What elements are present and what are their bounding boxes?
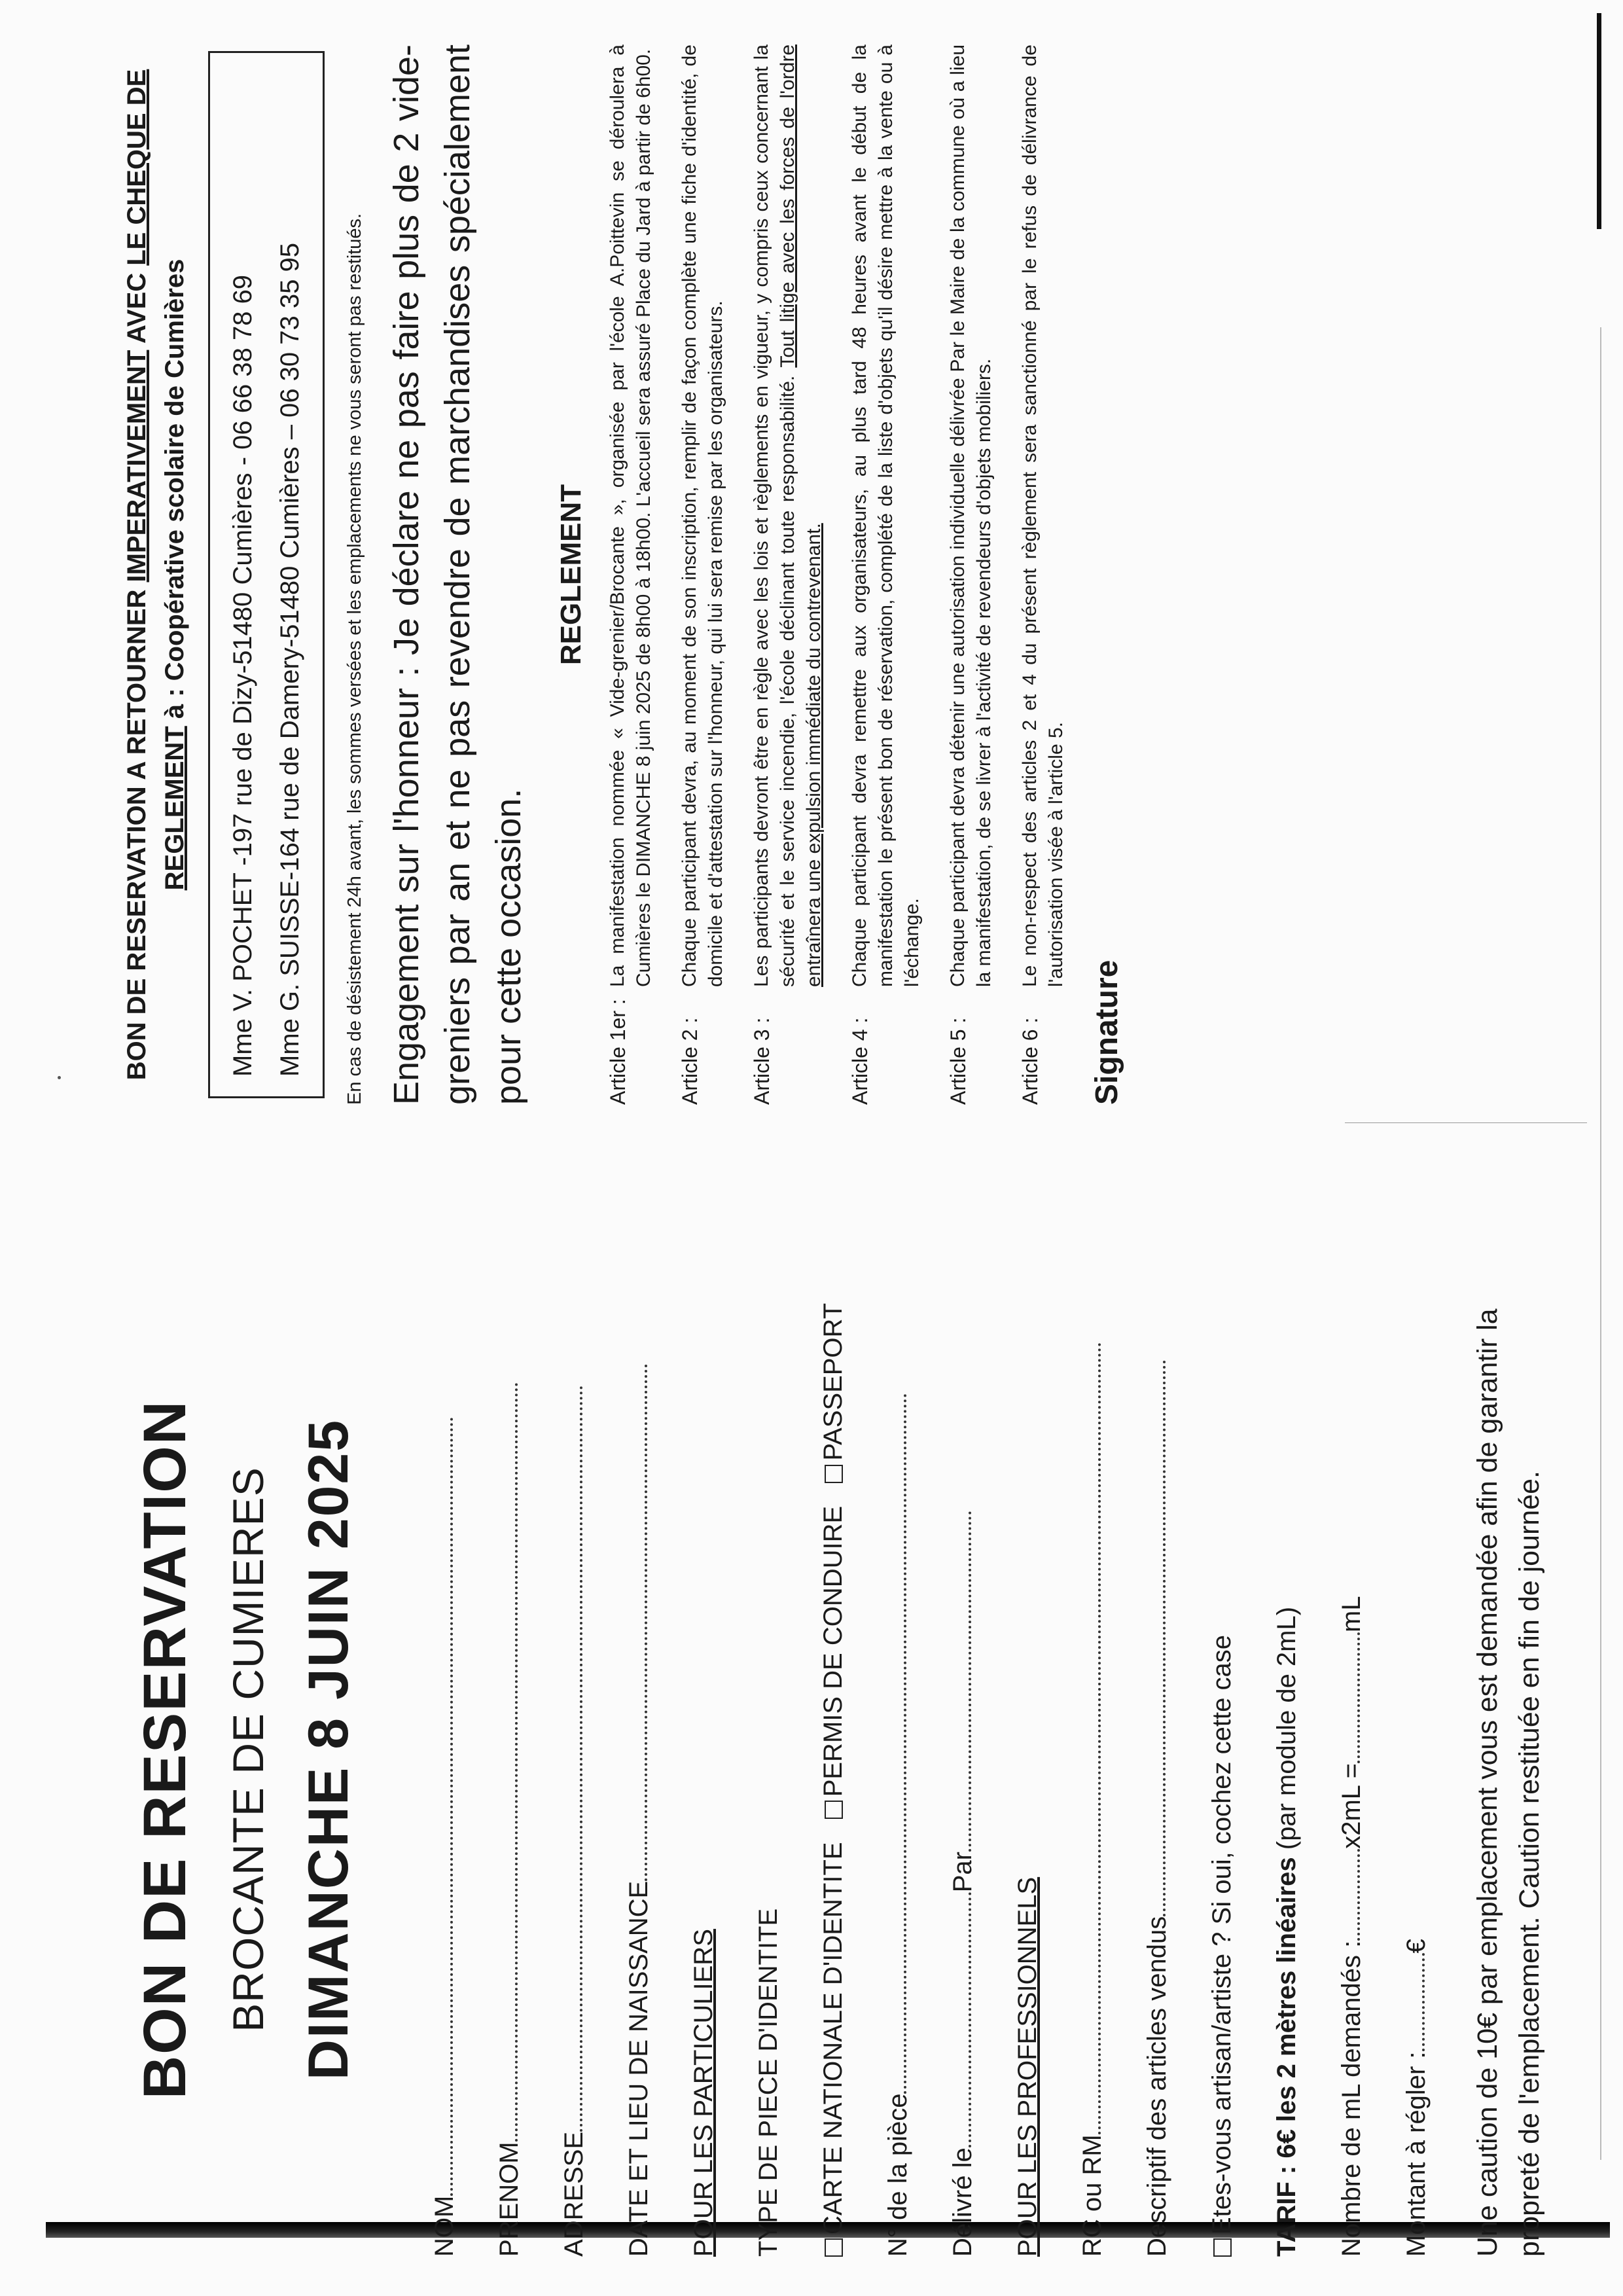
article-6	[1017, 45, 1069, 1105]
prenom-row	[495, 1242, 524, 2257]
ml-unit: mL	[1337, 1596, 1366, 1632]
caution-text: Une caution de 10€ par emplacement vous est demandée afin de garantir la propreté de l'emplacement. Caution restituée en fin de journée.	[1472, 1308, 1545, 2257]
contact-pochet: Mme V. POCHET -197 rue de Dizy-51480 Cumières - 06 66 38 78 69	[228, 274, 257, 1077]
article-5	[945, 45, 997, 1105]
particuliers-heading: POUR LES PARTICULIERS	[689, 1929, 718, 2257]
permis-checkbox[interactable]	[825, 1801, 843, 1819]
ml-row	[1337, 1242, 1366, 2257]
rc-label: RC ou RM	[1078, 2134, 1107, 2257]
delivre-field[interactable]	[965, 1892, 971, 2147]
cancel-note: En cas de désistement 24h avant, les sommes versées et les emplacements ne vous seront pas restitués.	[344, 213, 365, 1105]
contacts-box	[208, 51, 325, 1098]
montant-row	[1402, 1242, 1431, 2257]
return-part2: AVEC	[122, 265, 151, 350]
piece-type-row	[754, 1242, 783, 2257]
rc-row	[1078, 1242, 1107, 2257]
prenom-field[interactable]	[511, 1382, 518, 2142]
article-underlined-text: Tout litige avec les forces de l'ordre entraînera une expulsion immédiate du contrevenant.	[777, 45, 825, 987]
article-2	[677, 45, 729, 1105]
article-text: Chaque participant devra remettre aux organisateurs, au plus tard 48 heures avant le début de la manifestation le présent bon de réservation, complété de la liste d'objets qu'il désire mettre à la vente ou à l'échange.	[849, 45, 923, 987]
naissance-label: DATE ET LIEU DE NAISSANCE	[624, 1880, 653, 2257]
article-text: Les participants devront être en règle avec les lois et règlements en vigueur, y compris ceux concernant la sécurité et le service incendie, l'école déclinant toute responsabilité.	[751, 45, 798, 987]
reglement-title: REGLEMENT	[555, 484, 587, 666]
article-label: Article 2 :	[678, 1017, 702, 1105]
return-part3: à : Coopérative scolaire de Cumières	[160, 259, 189, 726]
rc-field[interactable]	[1094, 1342, 1101, 2134]
ml-total-field[interactable]	[1353, 1632, 1360, 1763]
cni-label: CARTE NATIONALE D'IDENTITE	[819, 1842, 847, 2234]
ml-mid: x2mL =	[1337, 1763, 1366, 1849]
piece-num-label: N° de la pièce	[883, 2093, 912, 2257]
return-instructions	[118, 45, 194, 1105]
piece-num-field[interactable]	[900, 1393, 906, 2094]
adresse-row	[560, 1242, 589, 2257]
passeport-checkbox[interactable]	[825, 1465, 843, 1483]
article-3	[749, 45, 827, 1105]
return-imperatif: IMPERATIVEMENT	[122, 350, 151, 583]
cni-checkbox[interactable]	[825, 2238, 843, 2257]
piece-num-row	[883, 1242, 913, 2257]
article-label: Article 3 :	[750, 1017, 774, 1105]
form-title: BON DE RESERVATION	[132, 1399, 198, 2100]
reglement-section	[118, 45, 1590, 1105]
prenom-label: PRENOM	[495, 2142, 524, 2257]
article-label: Article 5 :	[946, 1017, 970, 1105]
naissance-row	[624, 1242, 654, 2257]
montant-label: Montant à régler :	[1402, 2051, 1431, 2257]
article-text: La manifestation nommée « Vide-grenier/Brocante », organisée par l'école A.Poittevin se déroulera à Cumières le DIMANCHE 8 juin 2025 de 8h00 à 18h00. L'accueil sera assuré Place du Jard à partir de 6h00.	[607, 45, 654, 987]
article-label: Article 4 :	[848, 1017, 872, 1105]
form-fields	[430, 1242, 1550, 2257]
adresse-field[interactable]	[576, 1386, 582, 2132]
par-label: Par	[948, 1852, 977, 1893]
passeport-label: PASSEPORT	[819, 1302, 847, 1461]
piece-type-label: TYPE DE PIECE D'IDENTITE	[754, 1908, 783, 2257]
artisan-label: Etes-vous artisan/artiste ? Si oui, cochez cette case	[1207, 1635, 1236, 2234]
professionnels-row	[1013, 1242, 1043, 2257]
article-text: Chaque participant devra, au moment de son inscription, remplir de façon complète une fiche d'identité, de domicile et d'attestation sur l'honneur, qui lui sera remise par les organisateurs.	[679, 45, 726, 987]
article-text: Chaque participant devra détenir une autorisation individuelle délivrée Par le Maire de la commune où a lieu la manifestation, de se livrer à l'activité de revendeurs d'objets mobiliers.	[947, 45, 995, 987]
descriptif-label: Descriptif des articles vendus	[1143, 1916, 1171, 2257]
montant-unit: €	[1402, 1939, 1431, 1954]
article-label: Article 1er :	[606, 999, 630, 1105]
delivre-label: Délivré le	[948, 2147, 977, 2257]
montant-field[interactable]	[1418, 1954, 1425, 2052]
par-field[interactable]	[965, 1511, 971, 1852]
article-text-group	[749, 45, 827, 987]
descriptif-field[interactable]	[1159, 1360, 1166, 1916]
tarif-rest: (par module de 2mL)	[1272, 1606, 1301, 1857]
return-cheque: LE CHEQUE DE REGLEMENT	[122, 69, 189, 891]
id-options-row	[819, 1242, 848, 2257]
descriptif-row	[1143, 1242, 1172, 2257]
return-part1: BON DE RESERVATION A RETOURNER	[122, 582, 151, 1081]
reservation-form	[85, 1242, 1590, 2257]
form-subtitle: BROCANTE DE CUMIERES	[224, 1467, 272, 2032]
tarif-bold: TARIF : 6€ les 2 mètres linéaires	[1272, 1857, 1301, 2257]
article-text: Le non-respect des articles 2 et 4 du présent règlement sera sanctionné par le refus de délivrance de l'autorisation visée à l'article 5.	[1019, 45, 1067, 987]
permis-label: PERMIS DE CONDUIRE	[819, 1505, 847, 1797]
adresse-label: ADRESSE	[560, 2131, 588, 2257]
tarif-row	[1272, 1242, 1302, 2257]
ml-count-field[interactable]	[1353, 1849, 1360, 1941]
nom-field[interactable]	[446, 1417, 453, 2196]
artisan-row	[1207, 1242, 1237, 2257]
article-label: Article 6 :	[1018, 1017, 1042, 1105]
nom-row	[430, 1242, 459, 2257]
article-4	[847, 45, 925, 1105]
contact-suisse: Mme G. SUISSE-164 rue de Damery-51480 Cumières – 06 30 73 35 95	[276, 243, 304, 1077]
particuliers-row	[689, 1242, 719, 2257]
ml-label: Nombre de mL demandés :	[1337, 1940, 1366, 2257]
artisan-checkbox[interactable]	[1213, 2238, 1232, 2257]
form-date: DIMANCHE 8 JUIN 2025	[297, 1418, 360, 2081]
article-1	[605, 45, 657, 1105]
nom-label: NOM	[430, 2195, 459, 2257]
delivre-row	[948, 1242, 978, 2257]
honour-statement: Engagement sur l'honneur : Je déclare ne pas faire plus de 2 vide-greniers par an et ne pas revendre de marchandises spécialement pour cette occasion.	[387, 45, 528, 1105]
professionnels-heading: POUR LES PROFESSIONNELS	[1013, 1876, 1042, 2257]
signature-label: Signature	[1090, 960, 1124, 1105]
naissance-field[interactable]	[641, 1364, 647, 1881]
